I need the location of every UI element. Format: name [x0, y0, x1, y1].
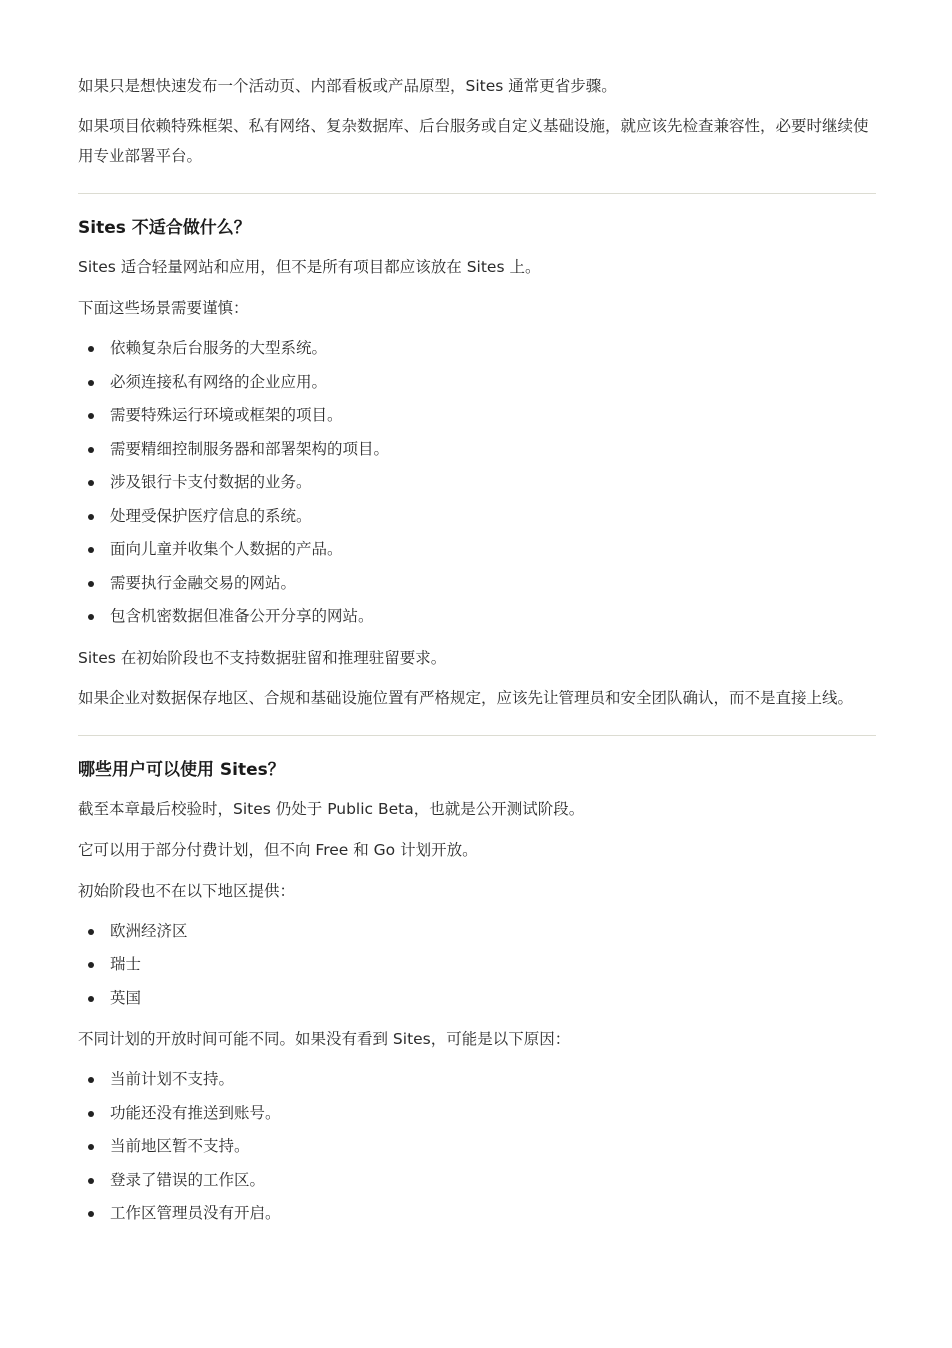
section-heading-not-suitable: Sites 不适合做什么？	[78, 218, 251, 238]
list-item: 面向儿童并收集个人数据的产品。	[78, 533, 876, 567]
bullet-icon	[88, 1111, 94, 1117]
list-item: 需要精细控制服务器和部署架构的项目。	[78, 433, 876, 467]
document-page	[78, 70, 876, 1231]
intro-paragraph-1: 如果只是想快速发布一个活动页、内部看板或产品原型，Sites 通常更省步骤。	[78, 77, 617, 95]
who-paragraph-3: 初始阶段也不在以下地区提供：	[78, 881, 296, 900]
bullet-icon	[88, 1211, 94, 1217]
list-item: 依赖复杂后台服务的大型系统。	[78, 332, 876, 366]
list-item: 处理受保护医疗信息的系统。	[78, 500, 876, 534]
section-divider	[78, 193, 876, 194]
bullet-icon	[88, 346, 94, 352]
list-item: 欧洲经济区	[78, 915, 876, 949]
list-item: 英国	[78, 982, 876, 1016]
list-item: 涉及银行卡支付数据的业务。	[78, 466, 876, 500]
reasons-list	[78, 1063, 876, 1231]
bullet-icon	[88, 380, 94, 386]
bullet-icon	[88, 962, 94, 968]
not-suitable-list	[78, 332, 876, 634]
who-paragraph-2: 它可以用于部分付费计划，但不向 Free 和 Go 计划开放。	[78, 840, 478, 859]
who-paragraph-1: 截至本章最后校验时，Sites 仍处于 Public Beta，也就是公开测试阶段。	[78, 799, 585, 818]
not-suitable-paragraph-3: Sites 在初始阶段也不支持数据驻留和推理驻留要求。	[78, 648, 447, 667]
list-item: 瑞士	[78, 948, 876, 982]
bullet-icon	[88, 547, 94, 553]
bullet-icon	[88, 614, 94, 620]
list-item: 包含机密数据但准备公开分享的网站。	[78, 600, 876, 634]
bullet-icon	[88, 581, 94, 587]
list-item: 当前地区暂不支持。	[78, 1130, 876, 1164]
list-item: 当前计划不支持。	[78, 1063, 876, 1097]
list-item: 工作区管理员没有开启。	[78, 1197, 876, 1231]
not-suitable-paragraph-1: Sites 适合轻量网站和应用，但不是所有项目都应该放在 Sites 上。	[78, 258, 541, 276]
list-item: 必须连接私有网络的企业应用。	[78, 366, 876, 400]
bullet-icon	[88, 514, 94, 520]
bullet-icon	[88, 413, 94, 419]
regions-list	[78, 915, 876, 1016]
bullet-icon	[88, 996, 94, 1002]
list-item: 登录了错误的工作区。	[78, 1164, 876, 1198]
list-item: 需要执行金融交易的网站。	[78, 567, 876, 601]
bullet-icon	[88, 480, 94, 486]
bullet-icon	[88, 1178, 94, 1184]
bullet-icon	[88, 1077, 94, 1083]
section-heading-who: 哪些用户可以使用 Sites？	[78, 759, 285, 780]
not-suitable-paragraph-2: 下面这些场景需要谨慎：	[78, 299, 249, 317]
intro-paragraph-2: 如果项目依赖特殊框架、私有网络、复杂数据库、后台服务或自定义基础设施，就应该先检查兼容性，必要时继续使用专业部署平台。	[78, 117, 869, 165]
list-item: 需要特殊运行环境或框架的项目。	[78, 399, 876, 433]
bullet-icon	[88, 447, 94, 453]
bullet-icon	[88, 1144, 94, 1150]
bullet-icon	[88, 929, 94, 935]
list-item: 功能还没有推送到账号。	[78, 1097, 876, 1131]
who-paragraph-4: 不同计划的开放时间可能不同。如果没有看到 Sites，可能是以下原因：	[78, 1030, 571, 1048]
section-divider	[78, 735, 876, 736]
not-suitable-paragraph-4: 如果企业对数据保存地区、合规和基础设施位置有严格规定，应该先让管理员和安全团队确认，而不是直接上线。	[78, 688, 854, 707]
